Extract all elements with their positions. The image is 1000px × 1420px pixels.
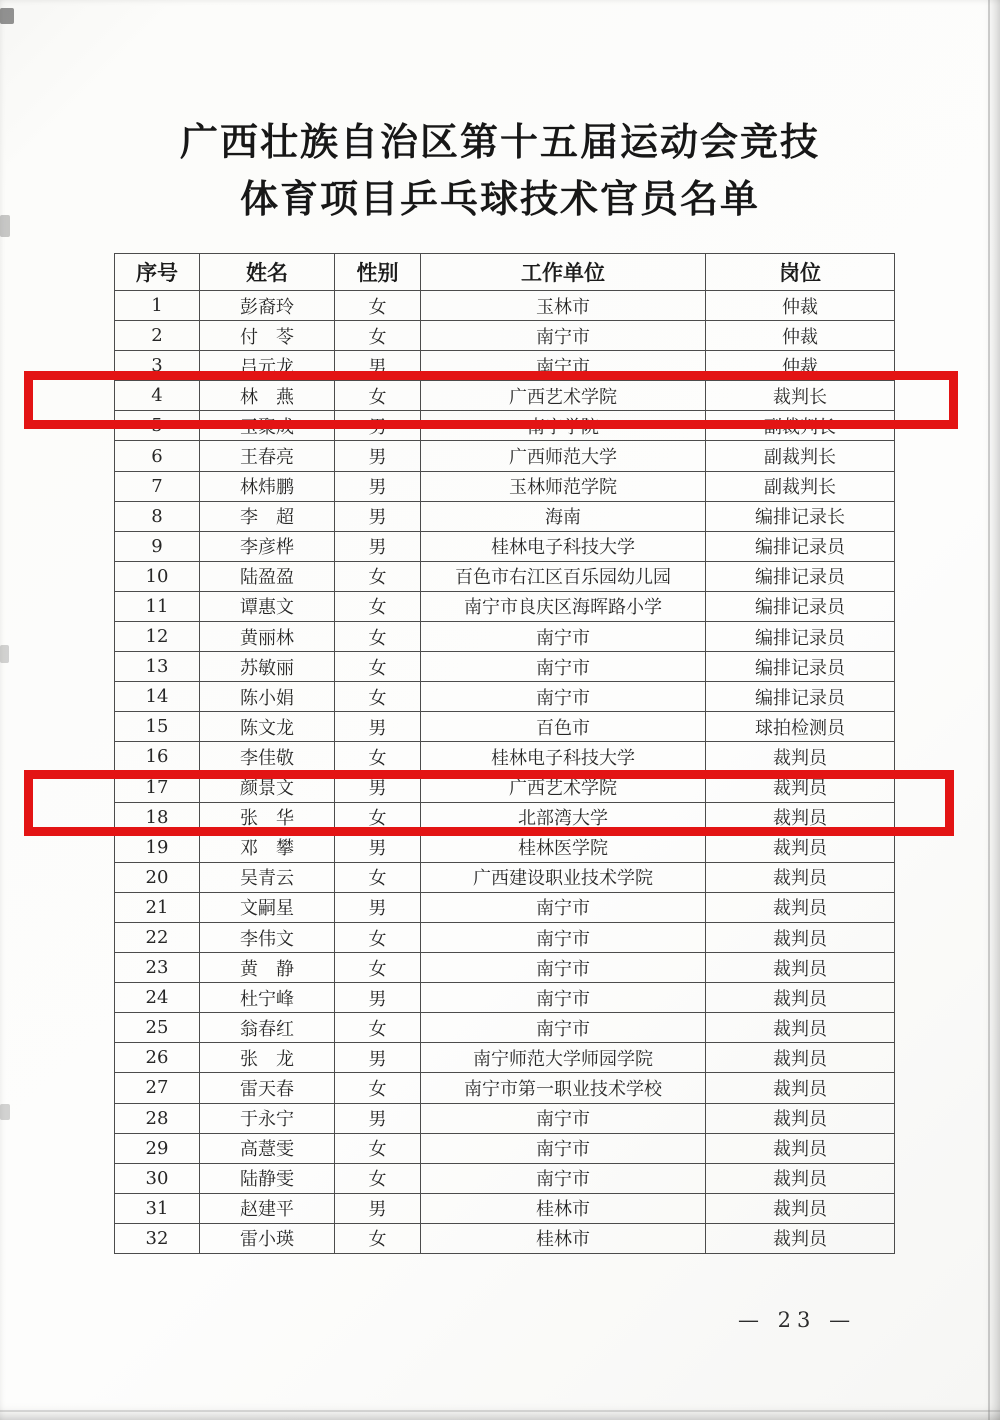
cell-index: 20 xyxy=(115,862,200,892)
document-title-line1: 广西壮族自治区第十五届运动会竞技 xyxy=(179,120,820,164)
cell-gender: 男 xyxy=(335,892,421,922)
cell-index: 23 xyxy=(115,953,200,983)
cell-unit: 南宁市 xyxy=(421,652,706,682)
table-row xyxy=(115,772,895,802)
table-row xyxy=(115,1163,895,1193)
cell-name: 付 苓 xyxy=(200,321,335,351)
cell-gender: 女 xyxy=(335,1133,421,1163)
cell-unit: 北部湾大学 xyxy=(421,802,706,832)
header-position: 岗位 xyxy=(706,254,895,291)
cell-index: 7 xyxy=(115,471,200,501)
cell-name: 谭惠文 xyxy=(200,591,335,621)
cell-unit: 桂林电子科技大学 xyxy=(421,742,706,772)
cell-name: 雷天春 xyxy=(200,1073,335,1103)
cell-unit: 南宁市 xyxy=(421,1133,706,1163)
table-row xyxy=(115,291,895,321)
table-row xyxy=(115,471,895,501)
cell-position: 裁判员 xyxy=(706,772,895,802)
table-row xyxy=(115,321,895,351)
cell-gender: 女 xyxy=(335,622,421,652)
cell-gender: 女 xyxy=(335,591,421,621)
cell-gender: 女 xyxy=(335,652,421,682)
cell-unit: 南宁市 xyxy=(421,351,706,381)
cell-gender: 男 xyxy=(335,1043,421,1073)
cell-gender: 女 xyxy=(335,953,421,983)
cell-gender: 男 xyxy=(335,712,421,742)
officials-table-body xyxy=(115,291,895,1254)
cell-index: 21 xyxy=(115,892,200,922)
cell-gender: 男 xyxy=(335,501,421,531)
cell-position: 仲裁 xyxy=(706,351,895,381)
cell-position: 编排记录员 xyxy=(706,531,895,561)
cell-name: 吴青云 xyxy=(200,862,335,892)
cell-unit: 南宁市第一职业技术学校 xyxy=(421,1073,706,1103)
cell-index: 14 xyxy=(115,682,200,712)
cell-position: 副裁判长 xyxy=(706,441,895,471)
table-row xyxy=(115,531,895,561)
cell-gender: 男 xyxy=(335,441,421,471)
cell-name: 陈文龙 xyxy=(200,712,335,742)
table-row xyxy=(115,712,895,742)
cell-index: 9 xyxy=(115,531,200,561)
cell-name: 文嗣星 xyxy=(200,892,335,922)
cell-unit: 桂林市 xyxy=(421,1193,706,1223)
table-row xyxy=(115,802,895,832)
cell-unit: 南宁市 xyxy=(421,321,706,351)
cell-position: 裁判员 xyxy=(706,1013,895,1043)
cell-index: 15 xyxy=(115,712,200,742)
cell-unit: 南宁市 xyxy=(421,1013,706,1043)
table-row xyxy=(115,983,895,1013)
table-row xyxy=(115,742,895,772)
cell-index: 29 xyxy=(115,1133,200,1163)
cell-unit: 百色市右江区百乐园幼儿园 xyxy=(421,561,706,591)
cell-index: 4 xyxy=(115,381,200,411)
cell-name: 林 燕 xyxy=(200,381,335,411)
cell-position: 裁判员 xyxy=(706,922,895,952)
cell-position: 裁判员 xyxy=(706,953,895,983)
cell-index: 22 xyxy=(115,922,200,952)
document-title xyxy=(0,114,1000,228)
cell-unit: 海南 xyxy=(421,501,706,531)
cell-position: 裁判员 xyxy=(706,892,895,922)
cell-index: 31 xyxy=(115,1193,200,1223)
cell-name: 李伟文 xyxy=(200,922,335,952)
table-row xyxy=(115,1223,895,1253)
table-row xyxy=(115,892,895,922)
cell-name: 李佳敬 xyxy=(200,742,335,772)
cell-unit: 广西建设职业技术学院 xyxy=(421,862,706,892)
table-row xyxy=(115,411,895,441)
cell-unit: 桂林医学院 xyxy=(421,832,706,862)
scan-artifact xyxy=(0,8,14,24)
cell-index: 18 xyxy=(115,802,200,832)
cell-position: 裁判员 xyxy=(706,862,895,892)
cell-unit: 南宁市 xyxy=(421,983,706,1013)
cell-index: 5 xyxy=(115,411,200,441)
cell-position: 裁判员 xyxy=(706,1163,895,1193)
table-row xyxy=(115,1193,895,1223)
cell-position: 编排记录员 xyxy=(706,652,895,682)
cell-gender: 女 xyxy=(335,922,421,952)
cell-index: 12 xyxy=(115,622,200,652)
cell-position: 编排记录员 xyxy=(706,591,895,621)
cell-unit: 南宁市 xyxy=(421,682,706,712)
cell-name: 李彦桦 xyxy=(200,531,335,561)
cell-index: 10 xyxy=(115,561,200,591)
table-row xyxy=(115,381,895,411)
cell-gender: 男 xyxy=(335,531,421,561)
cell-index: 28 xyxy=(115,1103,200,1133)
cell-unit: 南宁市 xyxy=(421,1163,706,1193)
cell-index: 1 xyxy=(115,291,200,321)
table-row xyxy=(115,862,895,892)
cell-gender: 男 xyxy=(335,983,421,1013)
cell-unit: 南宁市 xyxy=(421,1103,706,1133)
table-row xyxy=(115,501,895,531)
cell-position: 副裁判长 xyxy=(706,471,895,501)
table-row xyxy=(115,1043,895,1073)
cell-gender: 男 xyxy=(335,1193,421,1223)
cell-position: 裁判员 xyxy=(706,1073,895,1103)
cell-position: 副裁判长 xyxy=(706,411,895,441)
cell-name: 翁春红 xyxy=(200,1013,335,1043)
cell-gender: 男 xyxy=(335,832,421,862)
cell-gender: 女 xyxy=(335,1013,421,1043)
cell-position: 编排记录员 xyxy=(706,622,895,652)
cell-gender: 女 xyxy=(335,862,421,892)
table-row xyxy=(115,441,895,471)
cell-index: 3 xyxy=(115,351,200,381)
table-row xyxy=(115,953,895,983)
cell-gender: 女 xyxy=(335,1223,421,1253)
cell-name: 玉聚成 xyxy=(200,411,335,441)
cell-gender: 女 xyxy=(335,682,421,712)
cell-name: 林炜鹏 xyxy=(200,471,335,501)
document-title-line2: 体育项目乒乓球技术官员名单 xyxy=(239,177,760,221)
cell-position: 裁判员 xyxy=(706,1103,895,1133)
cell-unit: 南宁市 xyxy=(421,622,706,652)
cell-unit: 南宁市 xyxy=(421,892,706,922)
cell-name: 吕元龙 xyxy=(200,351,335,381)
table-row xyxy=(115,622,895,652)
cell-name: 张 龙 xyxy=(200,1043,335,1073)
cell-name: 陈小娟 xyxy=(200,682,335,712)
cell-unit: 南宁市良庆区海晖路小学 xyxy=(421,591,706,621)
cell-name: 苏敏丽 xyxy=(200,652,335,682)
cell-unit: 广西艺术学院 xyxy=(421,772,706,802)
cell-name: 彭裔玲 xyxy=(200,291,335,321)
cell-name: 雷小瑛 xyxy=(200,1223,335,1253)
cell-name: 邓 攀 xyxy=(200,832,335,862)
cell-index: 30 xyxy=(115,1163,200,1193)
header-index: 序号 xyxy=(115,254,200,291)
cell-index: 16 xyxy=(115,742,200,772)
cell-gender: 男 xyxy=(335,772,421,802)
cell-unit: 玉林师范学院 xyxy=(421,471,706,501)
table-row xyxy=(115,832,895,862)
cell-index: 13 xyxy=(115,652,200,682)
table-row xyxy=(115,652,895,682)
cell-unit: 玉林市 xyxy=(421,291,706,321)
cell-unit: 南宁市 xyxy=(421,953,706,983)
cell-position: 裁判员 xyxy=(706,1043,895,1073)
table-row xyxy=(115,1103,895,1133)
cell-position: 裁判长 xyxy=(706,381,895,411)
cell-name: 于永宁 xyxy=(200,1103,335,1133)
cell-gender: 男 xyxy=(335,471,421,501)
cell-unit: 南宁市 xyxy=(421,922,706,952)
cell-index: 25 xyxy=(115,1013,200,1043)
cell-index: 8 xyxy=(115,501,200,531)
cell-position: 球拍检测员 xyxy=(706,712,895,742)
cell-unit: 广西艺术学院 xyxy=(421,381,706,411)
cell-name: 王春亮 xyxy=(200,441,335,471)
cell-unit: 桂林电子科技大学 xyxy=(421,531,706,561)
cell-gender: 男 xyxy=(335,411,421,441)
table-row xyxy=(115,1013,895,1043)
header-unit: 工作单位 xyxy=(421,254,706,291)
table-row xyxy=(115,922,895,952)
cell-name: 杜宁峰 xyxy=(200,983,335,1013)
cell-gender: 女 xyxy=(335,291,421,321)
cell-gender: 女 xyxy=(335,381,421,411)
cell-gender: 女 xyxy=(335,742,421,772)
cell-gender: 女 xyxy=(335,1073,421,1103)
cell-index: 11 xyxy=(115,591,200,621)
scan-artifact xyxy=(0,1104,10,1120)
cell-position: 裁判员 xyxy=(706,832,895,862)
cell-gender: 女 xyxy=(335,802,421,832)
cell-index: 27 xyxy=(115,1073,200,1103)
table-row xyxy=(115,561,895,591)
cell-name: 赵建平 xyxy=(200,1193,335,1223)
cell-unit: 广西师范大学 xyxy=(421,441,706,471)
cell-index: 17 xyxy=(115,772,200,802)
cell-unit: 百色市 xyxy=(421,712,706,742)
cell-name: 黄 静 xyxy=(200,953,335,983)
table-row xyxy=(115,351,895,381)
cell-position: 裁判员 xyxy=(706,802,895,832)
cell-unit: 南宁学院 xyxy=(421,411,706,441)
cell-position: 裁判员 xyxy=(706,1223,895,1253)
cell-position: 裁判员 xyxy=(706,1133,895,1163)
table-row xyxy=(115,1073,895,1103)
cell-position: 仲裁 xyxy=(706,291,895,321)
table-header-row xyxy=(115,254,895,291)
cell-gender: 女 xyxy=(335,321,421,351)
cell-position: 裁判员 xyxy=(706,1193,895,1223)
cell-name: 李 超 xyxy=(200,501,335,531)
cell-position: 仲裁 xyxy=(706,321,895,351)
cell-index: 6 xyxy=(115,441,200,471)
scan-artifact xyxy=(0,645,9,663)
cell-position: 裁判员 xyxy=(706,983,895,1013)
table-row xyxy=(115,1133,895,1163)
cell-gender: 男 xyxy=(335,1103,421,1133)
cell-unit: 桂林市 xyxy=(421,1223,706,1253)
cell-name: 黄丽林 xyxy=(200,622,335,652)
cell-unit: 南宁师范大学师园学院 xyxy=(421,1043,706,1073)
cell-index: 26 xyxy=(115,1043,200,1073)
cell-index: 32 xyxy=(115,1223,200,1253)
cell-position: 编排记录员 xyxy=(706,682,895,712)
cell-position: 裁判员 xyxy=(706,742,895,772)
cell-name: 颜景文 xyxy=(200,772,335,802)
header-gender: 性别 xyxy=(335,254,421,291)
cell-position: 编排记录员 xyxy=(706,561,895,591)
page-edge-shadow xyxy=(0,1410,1000,1412)
table-row xyxy=(115,591,895,621)
cell-name: 陆盈盈 xyxy=(200,561,335,591)
cell-gender: 男 xyxy=(335,351,421,381)
page-number: — 23 — xyxy=(738,1308,857,1332)
header-name: 姓名 xyxy=(200,254,335,291)
cell-index: 2 xyxy=(115,321,200,351)
cell-gender: 女 xyxy=(335,561,421,591)
cell-gender: 女 xyxy=(335,1163,421,1193)
cell-name: 张 华 xyxy=(200,802,335,832)
cell-position: 编排记录长 xyxy=(706,501,895,531)
cell-name: 高薏雯 xyxy=(200,1133,335,1163)
cell-name: 陆静雯 xyxy=(200,1163,335,1193)
cell-index: 19 xyxy=(115,832,200,862)
table-row xyxy=(115,682,895,712)
officials-table xyxy=(114,253,895,1254)
cell-index: 24 xyxy=(115,983,200,1013)
